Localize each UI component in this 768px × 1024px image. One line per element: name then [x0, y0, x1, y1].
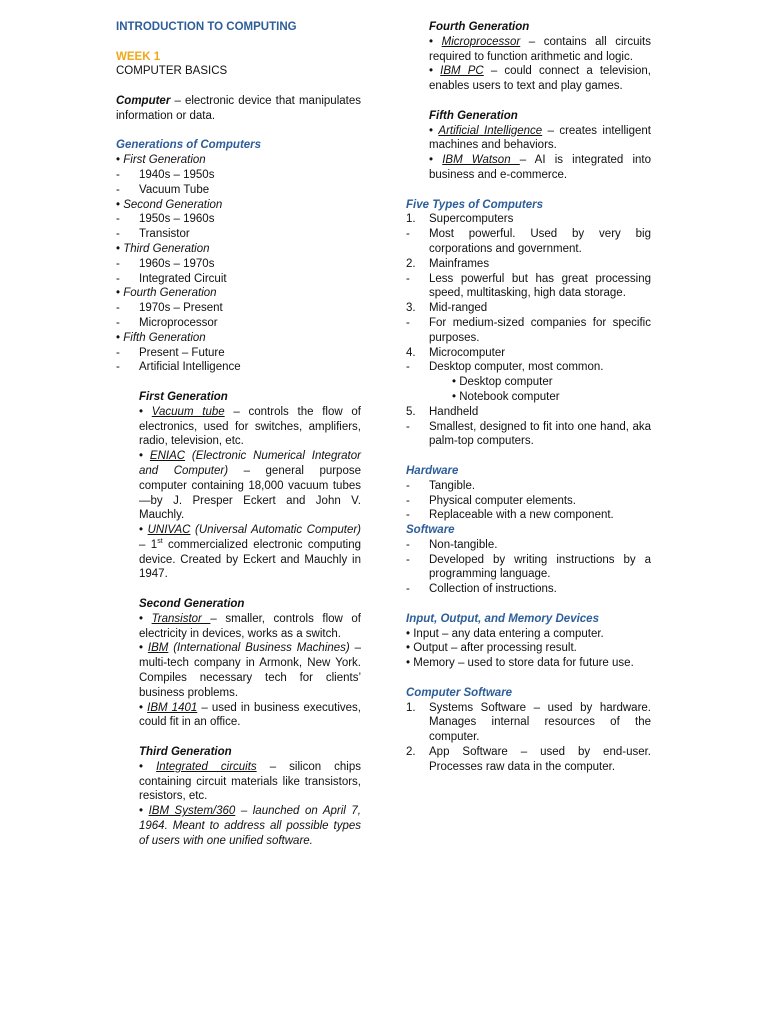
computer-software-list: [406, 701, 651, 775]
software-item: - Developed by writing instructions by a programming language.: [406, 553, 651, 581]
ibm-watson-entry: • IBM Watson – AI is integrated into business and e-commerce.: [429, 154, 652, 181]
vacuum-tube-entry: • Vacuum tube – controls the flow of electronics, used for switches, amplifiers, radio, television, etc.: [139, 405, 361, 448]
ibm-1401-entry: • IBM 1401 – used in business executives, could fit in an office.: [139, 701, 361, 729]
generation-detail: - Integrated Circuit: [116, 272, 227, 285]
ibm-entry: • IBM (International Business Machines) – multi-tech company in Armonk, New York. Compiles necessary tech for clients’ business problems.: [139, 642, 362, 699]
generation-item: • Second Generation: [116, 198, 223, 211]
first-generation-section: [116, 390, 361, 582]
type-desc: - For medium-sized companies for specific purposes.: [406, 316, 651, 344]
generation-detail: - Artificial Intelligence: [116, 361, 241, 374]
hardware-item: - Physical computer elements.: [406, 494, 577, 507]
definition-text: – electronic device that manipulates information or data.: [116, 94, 361, 122]
io-list: [406, 627, 651, 671]
generation-detail: - 1970s – Present: [116, 302, 223, 315]
io-heading: Input, Output, and Memory Devices: [406, 612, 599, 625]
left-column: [116, 20, 361, 849]
type-desc: - Most powerful. Used by very big corporations and government.: [406, 228, 651, 255]
generation-item: • Fourth Generation: [116, 287, 217, 300]
week-label: WEEK 1: [116, 50, 161, 63]
software-item: - Non-tangible.: [406, 538, 498, 551]
subtitle: COMPUTER BASICS: [116, 65, 228, 78]
io-item: • Memory – used to store data for future use.: [406, 657, 634, 670]
generation-detail: - 1950s – 1960s: [116, 213, 215, 226]
type-desc: - Smallest, designed to fit into one hand, aka palm-top computers.: [406, 420, 651, 448]
generation-detail: - 1960s – 1970s: [116, 257, 215, 270]
second-generation-section: [116, 597, 361, 730]
ibm-system-360-entry: • IBM System/360 – launched on April 7, 1964. Meant to address all possible types of users with one unified software.: [139, 805, 361, 847]
section-heading: Third Generation: [139, 746, 232, 759]
io-item: • Input – any data entering a computer.: [406, 627, 604, 640]
computer-software-item: 1. Systems Software – used by hardware. Manages internal resources of the computer.: [406, 701, 651, 744]
right-column: [406, 20, 651, 775]
univac-entry: • UNIVAC (Universal Automatic Computer) – 1st commercialized electronic computing device. Created by Eckert and Mauchly in 1947.: [139, 524, 361, 581]
eniac-entry: • ENIAC (Electronic Numerical Integrator and Computer) – general purpose computer containing 18,000 vacuum tubes—by J. Presper Eckert and John V. Mauchly.: [139, 450, 361, 522]
doc-title: INTRODUCTION TO COMPUTING: [116, 21, 297, 33]
micro-sub-item: • Notebook computer: [452, 390, 560, 403]
computer-software-heading: Computer Software: [406, 686, 513, 699]
computer-definition: [116, 94, 361, 124]
third-generation-section: [116, 745, 361, 849]
fourth-generation-section: [406, 20, 651, 94]
section-heading: Fourth Generation: [429, 21, 530, 33]
software-item: - Collection of instructions.: [406, 583, 557, 596]
ibm-pc-entry: • IBM PC – could connect a television, enables users to text and play games.: [429, 65, 651, 93]
io-item: • Output – after processing result.: [406, 642, 577, 655]
hardware-item: - Replaceable with a new component.: [406, 509, 614, 522]
transistor-entry: • Transistor – smaller, controls flow of electricity in devices, works as a switch.: [139, 612, 361, 640]
section-heading: Fifth Generation: [429, 109, 518, 122]
type-desc: - Desktop computer, most common.: [406, 361, 604, 374]
generation-item: • Fifth Generation: [116, 331, 206, 344]
software-list: [406, 538, 651, 597]
fifth-generation-section: [406, 109, 651, 183]
hardware-list: [406, 479, 651, 523]
generations-heading: Generations of Computers: [116, 139, 262, 152]
computer-software-item: 2. App Software – used by end-user. Processes raw data in the computer.: [406, 746, 651, 773]
generation-detail: - Microprocessor: [116, 316, 218, 329]
generation-detail: - Transistor: [116, 228, 190, 241]
ai-entry: • Artificial Intelligence – creates intelligent machines and behaviors.: [429, 124, 651, 152]
integrated-circuits-entry: • Integrated circuits – silicon chips containing circuit materials like transistors, resistors, etc.: [139, 760, 361, 803]
hardware-heading: Hardware: [406, 464, 459, 477]
micro-sub-item: • Desktop computer: [452, 376, 553, 389]
definition-term: Computer: [116, 94, 171, 107]
generation-item: • First Generation: [116, 154, 206, 167]
section-heading: Second Generation: [139, 598, 245, 611]
generation-item: • Third Generation: [116, 242, 210, 255]
section-heading: First Generation: [139, 390, 228, 403]
type-item: 2. Mainframes: [406, 257, 490, 270]
generations-list: [116, 153, 361, 375]
type-desc: - Less powerful but has great processing speed, multitasking, high data storage.: [406, 272, 651, 300]
types-list: [406, 212, 651, 449]
microprocessor-entry: • Microprocessor – contains all circuits required to function arithmetic and logic.: [429, 35, 652, 63]
software-heading: Software: [406, 524, 455, 537]
generation-detail: - 1940s – 1950s: [116, 168, 215, 181]
type-item: 1. Supercomputers: [406, 213, 514, 226]
hardware-item: - Tangible.: [406, 479, 476, 492]
type-item: 4. Microcomputer: [406, 346, 506, 359]
type-item: 3. Mid-ranged: [406, 302, 488, 315]
types-heading: Five Types of Computers: [406, 198, 543, 211]
generation-detail: - Present – Future: [116, 346, 225, 359]
generation-detail: - Vacuum Tube: [116, 183, 210, 196]
type-item: 5. Handheld: [406, 405, 479, 418]
